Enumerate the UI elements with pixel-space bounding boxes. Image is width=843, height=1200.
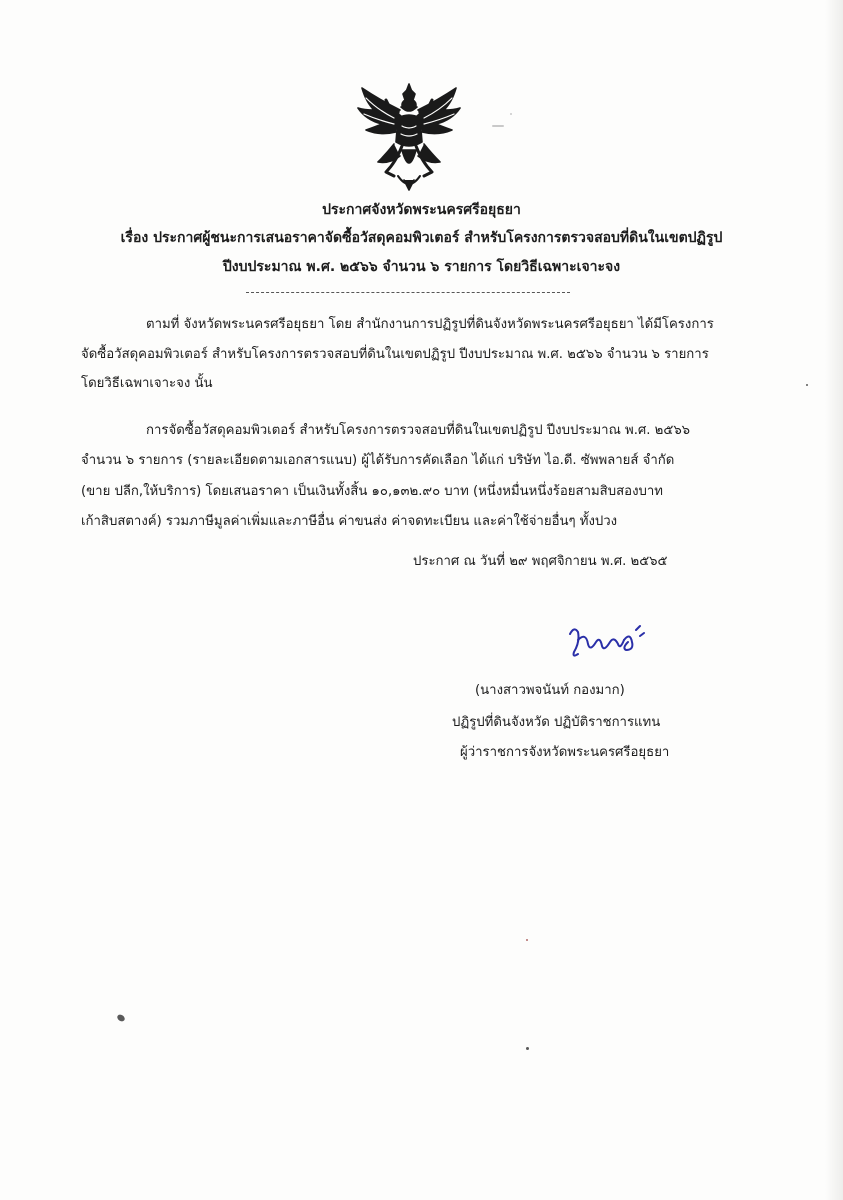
announcement-date: ประกาศ ณ วันที่ ๒๙ พฤศจิกายน พ.ศ. ๒๕๖๕ <box>413 554 668 569</box>
header-divider <box>246 292 570 293</box>
handwritten-signature <box>564 622 648 664</box>
scan-speck <box>510 113 512 115</box>
paragraph2-line2: จำนวน ๖ รายการ (รายละเอียดตามเอกสารแนบ) ผู้ได้รับการคัดเลือก ได้แก่ บริษัท ไอ.ดี. ซัพพลายส์ จำกัด <box>81 453 675 468</box>
paragraph1-line2: จัดซื้อวัสดุคอมพิวเตอร์ สำหรับโครงการตรวจสอบที่ดินในเขตปฏิรูป ปีงบประมาณ พ.ศ. ๒๕๖๖ จำนวน ๖ รายการ <box>81 347 709 362</box>
paragraph2-line1: การจัดซื้อวัสดุคอมพิวเตอร์ สำหรับโครงการตรวจสอบที่ดินในเขตปฏิรูป ปีงบประมาณ พ.ศ. ๒๕๖๖ <box>146 423 691 438</box>
signatory-position-1: ปฏิรูปที่ดินจังหวัด ปฏิบัติราชการแทน <box>452 715 661 730</box>
scan-edge-shadow <box>825 0 843 1200</box>
paragraph2-line3: (ขาย ปลีก,ให้บริการ) โดยเสนอราคา เป็นเงินทั้งสิ้น ๑๐,๑๓๒.๙๐ บาท (หนึ่งหมื่นหนึ่งร้อยสามสิบสองบาท <box>81 484 663 499</box>
announcement-title: ประกาศจังหวัดพระนครศรีอยุธยา <box>322 202 521 218</box>
signatory-name: (นางสาวพจนันท์ กองมาก) <box>475 683 625 698</box>
scan-speck <box>116 1013 126 1023</box>
scan-speck <box>526 939 528 941</box>
subject-line-2: ปีงบประมาณ พ.ศ. ๒๕๖๖ จำนวน ๖ รายการ โดยวิธีเฉพาะเจาะจง <box>222 259 621 275</box>
scan-speck <box>806 384 808 386</box>
subject-line-1: เรื่อง ประกาศผู้ชนะการเสนอราคาจัดซื้อวัสดุคอมพิวเตอร์ สำหรับโครงการตรวจสอบที่ดินในเขตปฏิรูป <box>120 230 723 246</box>
scan-speck <box>526 1047 529 1050</box>
signatory-position-2: ผู้ว่าราชการจังหวัดพระนครศรีอยุธยา <box>460 745 670 760</box>
scan-speck <box>492 125 504 127</box>
paragraph1-line1: ตามที่ จังหวัดพระนครศรีอยุธยา โดย สำนักงานการปฏิรูปที่ดินจังหวัดพระนครศรีอยุธยา ได้มีโครงการ <box>146 317 714 332</box>
paragraph1-line3: โดยวิธีเฉพาเจาะจง นั้น <box>81 376 213 391</box>
paragraph2-line4: เก้าสิบสตางค์) รวมภาษีมูลค่าเพิ่มและภาษีอื่น ค่าขนส่ง ค่าจดทะเบียน และค่าใช้จ่ายอื่นๆ ทั้งปวง <box>81 514 618 529</box>
garuda-emblem-icon <box>356 80 462 194</box>
